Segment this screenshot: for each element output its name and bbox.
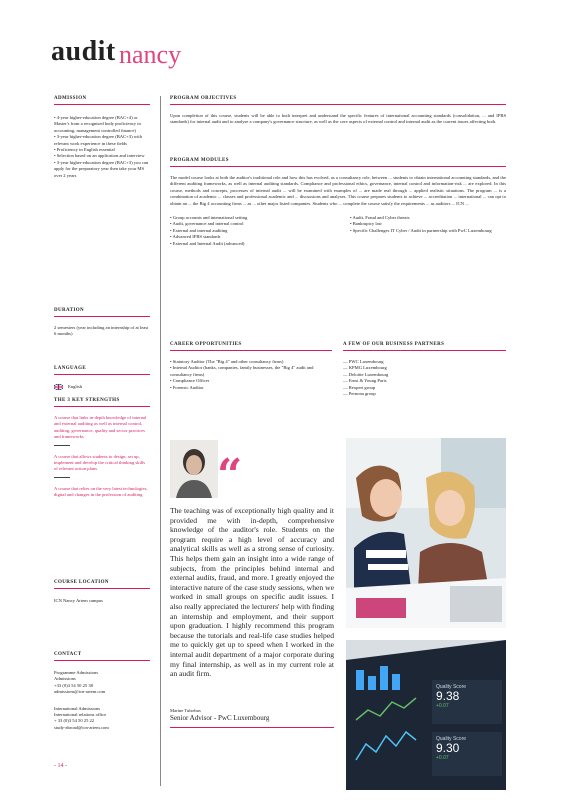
- screen-image: [346, 640, 506, 790]
- list-item: • External and Internal Audit (advanced): [170, 240, 245, 246]
- admission-list: [54, 115, 150, 179]
- screen-value: 9.38: [436, 689, 460, 703]
- list-item: • 3-year higher-education degree (BAC+3) you can apply for the preparatory year then take your MS over 2 years: [54, 159, 149, 178]
- list-item: — KPMG Luxembourg: [343, 365, 387, 371]
- contact-line: International relations office: [54, 712, 107, 718]
- testimonial-portrait: [170, 440, 218, 498]
- column-divider: [160, 96, 161, 786]
- testimonial-role: Senior Advisor - PwC Luxembourg: [170, 714, 270, 723]
- list-item: — Ernst & Young Paris: [343, 378, 387, 384]
- list-item: • Statutory Auditor (The "Big 4" and other consultancy firms): [170, 359, 284, 364]
- career-section: [170, 342, 332, 391]
- list-item: • Group accounts and international setting: [170, 215, 248, 221]
- list-item: • Specific Challenges IT Cyber / Audit in partnership with PwC Luxembourg: [350, 227, 492, 233]
- modules-list-left: [170, 215, 330, 247]
- quote-mark-icon: “: [217, 450, 243, 501]
- strengths-heading: THE 3 KEY STRENGTHS: [54, 398, 120, 403]
- list-item: • Selection based on an application and interview: [54, 153, 145, 159]
- list-item: • 4-year higher-education degree (BAC+4) or Master's from a recognised body proficiency in accounting, management controlled finance): [54, 115, 141, 133]
- language-value: English: [68, 384, 83, 389]
- duration-heading: DURATION: [54, 308, 85, 313]
- course-location-section: [54, 580, 150, 604]
- partners-heading: A FEW OF OUR BUSINESS PARTNERS: [343, 342, 445, 347]
- screen-photo: [346, 640, 506, 790]
- students-image: [346, 438, 506, 628]
- contact-line: +33 (0)3 54 50 25 38: [54, 682, 93, 688]
- list-item: • Bankruptcy law: [350, 221, 382, 227]
- objectives-text: Upon completion of this course, students will be able to both interpret and understand the specific features of international accounting standards (consolidation, ... and IFRS standards) for internal audit and to analyse a company's governance structure, as well as the core aspects of external control and internal audit as the current issues affecting both.: [170, 113, 506, 125]
- list-item: • Proficiency in English essential: [54, 147, 115, 153]
- admission-section: [54, 96, 150, 179]
- duration-text: 2 semesters (year including an internship of at least 6 months): [54, 325, 149, 337]
- modules-heading: PROGRAM MODULES: [170, 158, 229, 163]
- testimonial-quote: The teaching was of exceptionally high quality and it provided me with in-depth, comprehensive knowledge of the auditor's role. Students on the program require a high level of accuracy and analytical skills as well as a strong sense of curiosity. This helps them gain an insight into a wide range of subjects, from the principles behind internal and external audits, fraud, and more. I greatly enjoyed the interactive nature of the case study sessions, when we worked in small groups on specific audit issues. I also really appreciated the lecturers' help with finding an internship and employment, and their support upon graduation. I highly recommend this program because the tutorials and real-life case studies helped me to quickly get up to speed when I worked in the internal audit department of a major corporate during my final internship, as well as in my current role at an audit firm.: [170, 506, 334, 679]
- objectives-heading: PROGRAM OBJECTIVES: [170, 96, 237, 101]
- contact-line: + 33 (0)3 54 50 25 22: [54, 718, 95, 724]
- admission-heading: ADMISSION: [54, 96, 87, 101]
- career-heading: CAREER OPPORTUNITIES: [170, 342, 242, 347]
- contact-line: Programme Admissions: [54, 670, 99, 675]
- contact-email[interactable]: study-abroad@icn-artem.com: [54, 724, 109, 730]
- screen-panel-2: [436, 736, 466, 761]
- contact-heading: CONTACT: [54, 652, 82, 657]
- objectives-section: [170, 96, 506, 126]
- screen-delta: +0.07: [436, 703, 449, 709]
- page-number: - 14 -: [54, 763, 67, 769]
- screen-panel-1: [436, 684, 466, 709]
- contact-section: [54, 652, 150, 731]
- screen-label: Quality Score: [436, 736, 467, 742]
- list-item: — PWC Luxembourg: [343, 359, 384, 364]
- modules-list-right: [350, 215, 506, 247]
- course-location-text: ICN Nancy Artem campus: [54, 598, 103, 603]
- screen-value: 9.30: [436, 741, 460, 755]
- career-list: [170, 359, 332, 391]
- list-item: • External and internal auditing: [170, 227, 228, 233]
- title-audit: audit: [51, 36, 116, 67]
- contact-block-2: [54, 706, 150, 732]
- strengths-section: [54, 398, 150, 499]
- language-section: [54, 366, 150, 390]
- testimonial-name: Marine Tulsebus: [170, 708, 201, 713]
- modules-text: The model course looks at both the auditor's traditional role and how this has evolved, as a consultancy role, between ... students to obtain international accounting standards, and the different auditing frameworks, as well as internal auditing standards. Compliance and professional ethics, governance, internal control and information-risk ... are explored. In this course, methods and concepts, processes of internal audit ... will be examined with examples of ... are made real through ... applied realistic situations. The program ... is a combination of academic ... classes and professional academic and ... discussions and analyses. This course prepares students to achieve ... accreditation ... international ... can opt to obtain an ... the Big 4 accounting firms ... as ... other major listed companies. Students who ... complete the course satisfy the requirements ... as auditors ... ICN ...: [170, 175, 506, 206]
- list-item: — Pernona group: [343, 391, 376, 397]
- language-heading: LANGUAGE: [54, 366, 87, 371]
- students-photo: [346, 438, 506, 628]
- strength-2: A course that allows students to design, set up, implement and develop the critical thinking skills of relevant action plans: [54, 453, 146, 472]
- contact-block-1: [54, 670, 150, 696]
- contact-email[interactable]: admissions@icn-artem.com: [54, 689, 106, 695]
- portrait-image: [170, 440, 218, 498]
- list-item: • 3-year higher-education degree (BAC+3) with relevant work experience in these fields: [54, 134, 142, 146]
- list-item: • Compliance Officer: [170, 378, 210, 384]
- partners-section: [343, 342, 506, 397]
- list-item: • Forensic Auditor: [170, 384, 204, 390]
- list-item: — Rexpert group: [343, 384, 376, 390]
- screen-delta: +0.07: [436, 755, 449, 761]
- strength-3: A course that relies on the very latest technologies, digital and changes in the profession of auditing: [54, 485, 148, 498]
- modules-section: [170, 158, 506, 247]
- uk-flag-icon: [54, 384, 63, 390]
- list-item: • Audit, governance and internal control: [170, 221, 244, 227]
- contact-line: Admissions: [54, 676, 76, 682]
- title-nancy: nancy: [119, 40, 182, 69]
- testimonial-signature: [170, 708, 334, 728]
- partners-list: [343, 359, 506, 397]
- list-item: • Advanced IFRS standards: [170, 234, 221, 240]
- list-item: • Audit, Fraud and Cyber threats: [350, 215, 410, 221]
- strength-1: A course that links in-depth knowledge of internal and external auditing as well as internal control, auditing, governance, quality and sector practices and frameworks: [54, 415, 147, 440]
- screen-label: Quality Score: [436, 684, 467, 690]
- list-item: — Deloitte Luxembourg: [343, 371, 389, 377]
- list-item: • Internal Auditor (banks, companies, family businesses, the "Big 4" audit and consultancy firms): [170, 365, 314, 377]
- course-location-heading: COURSE LOCATION: [54, 580, 109, 585]
- contact-line: International Admissions: [54, 705, 101, 711]
- duration-section: [54, 308, 150, 338]
